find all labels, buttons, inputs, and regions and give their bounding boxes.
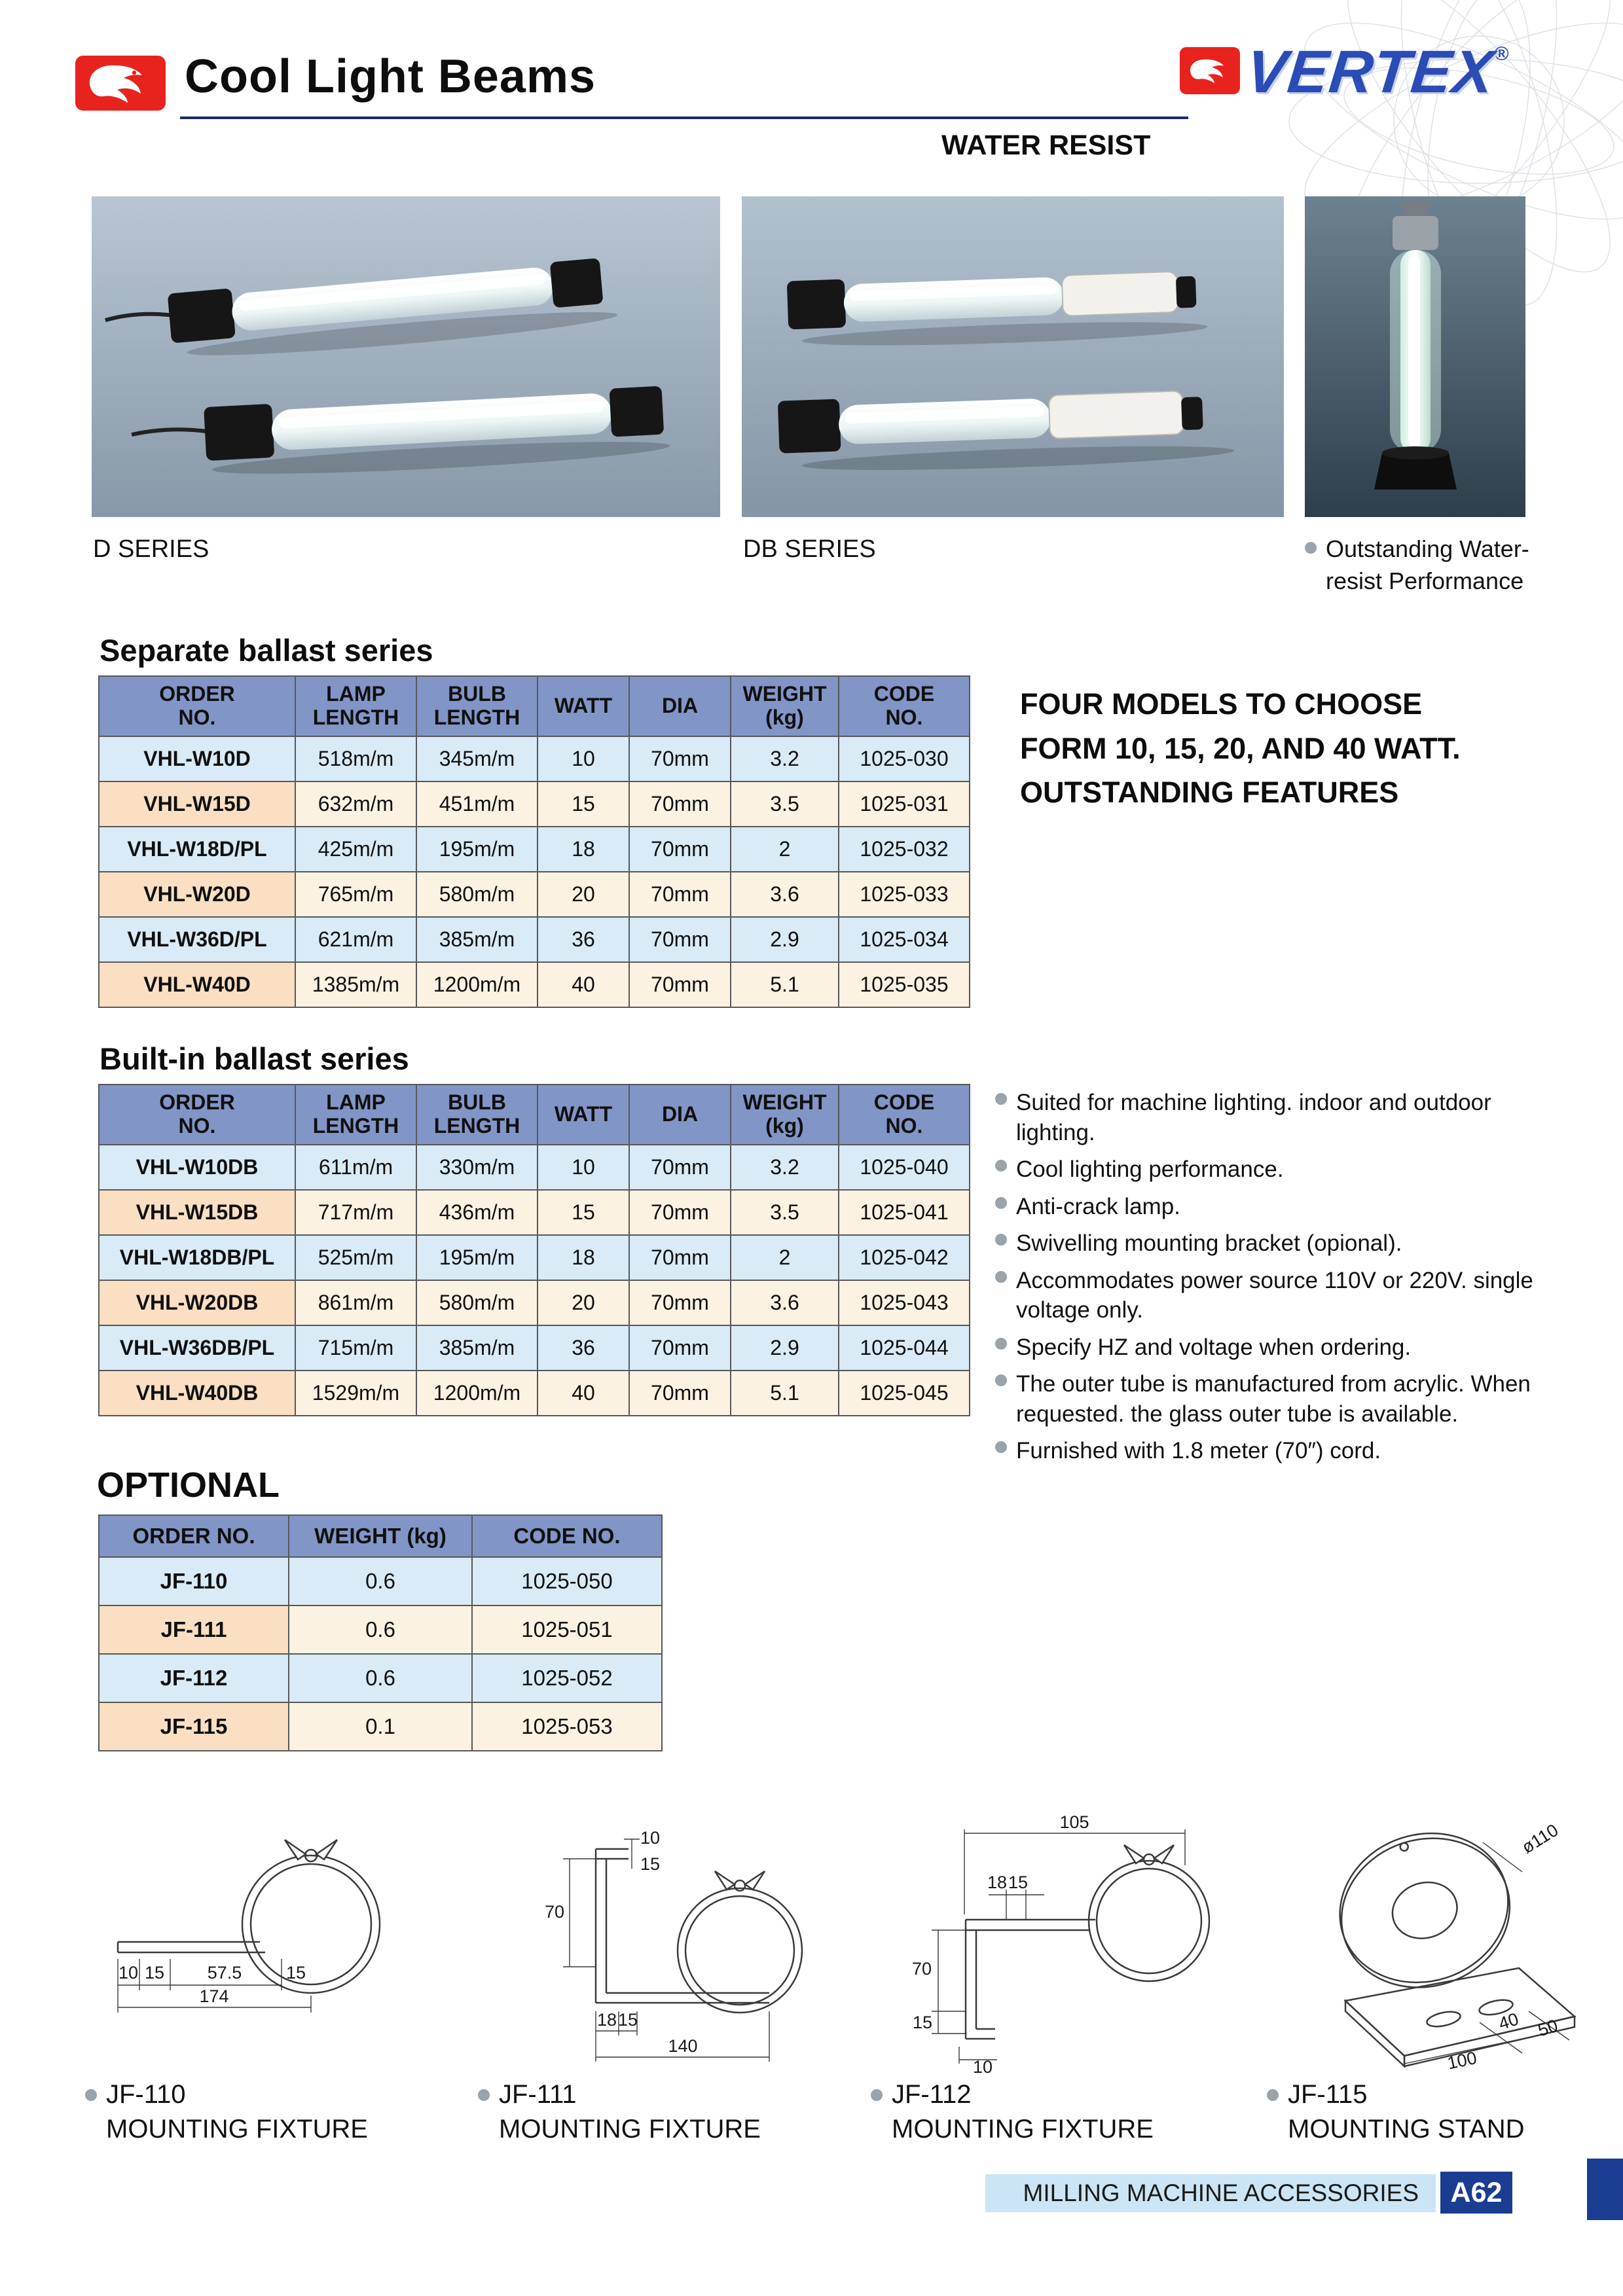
drawing-type: MOUNTING FIXTURE bbox=[106, 2115, 368, 2144]
drawing-jf-112 bbox=[854, 1803, 1234, 2075]
dimension-label: 105 bbox=[1059, 1812, 1089, 1832]
brand-logo bbox=[1180, 38, 1509, 107]
bullet-icon bbox=[995, 1160, 1007, 1172]
cell-weight: 2.9 bbox=[731, 1325, 839, 1371]
cell-order-no: VHL-W20D bbox=[99, 872, 295, 917]
col-bulb-length: BULB LENGTH bbox=[416, 676, 538, 736]
promo-line: FOUR MODELS TO CHOOSE bbox=[1020, 687, 1423, 721]
page-number-badge: A62 bbox=[1440, 2172, 1512, 2214]
cell-dia: 70mm bbox=[629, 1235, 731, 1280]
feature-item bbox=[995, 1229, 1539, 1259]
drawing-name: JF-115 bbox=[1288, 2080, 1368, 2109]
cell-lamp-length: 1385m/m bbox=[295, 962, 416, 1007]
cell-weight: 0.6 bbox=[289, 1557, 472, 1605]
table-body bbox=[99, 1145, 970, 1416]
col-order: ORDER NO. bbox=[99, 1515, 289, 1557]
cell-watt: 10 bbox=[538, 736, 629, 781]
cell-dia: 70mm bbox=[629, 1325, 731, 1371]
feature-text: Anti-crack lamp. bbox=[1016, 1193, 1180, 1219]
cell-bulb-length: 451m/m bbox=[416, 781, 538, 827]
col-code: CODE NO. bbox=[472, 1515, 662, 1557]
wing-nut-icon bbox=[1124, 1845, 1174, 1865]
cell-dia: 70mm bbox=[629, 781, 731, 827]
bullet-icon bbox=[995, 1271, 1007, 1283]
optional-heading: OPTIONAL bbox=[97, 1465, 280, 1505]
feature-item bbox=[995, 1369, 1539, 1429]
col-code: CODE NO. bbox=[839, 1085, 970, 1145]
optional-table bbox=[98, 1515, 663, 1751]
photo-vertical-lamp bbox=[1305, 196, 1525, 517]
dimension-label: 70 bbox=[544, 1902, 565, 1922]
cell-code-no: 1025-043 bbox=[839, 1280, 970, 1325]
cell-lamp-length: 715m/m bbox=[295, 1325, 416, 1371]
cell-order-no: VHL-W36D/PL bbox=[99, 917, 295, 962]
page-edge-tab bbox=[1587, 2159, 1623, 2220]
bullet-icon bbox=[1267, 2089, 1279, 2101]
cell-lamp-length: 611m/m bbox=[295, 1145, 416, 1190]
dimension-label: 15 bbox=[285, 1963, 306, 1982]
cell-lamp-length: 1529m/m bbox=[295, 1371, 416, 1416]
cell-order-no: VHL-W40D bbox=[99, 962, 295, 1007]
cell-order-no: JF-111 bbox=[99, 1605, 289, 1654]
cell-dia: 70mm bbox=[629, 1280, 731, 1325]
dimension-label: 18 bbox=[596, 2010, 617, 2030]
cell-lamp-length: 765m/m bbox=[295, 872, 416, 917]
dimension-label: 57.5 bbox=[207, 1963, 242, 1982]
cell-code-no: 1025-034 bbox=[839, 917, 970, 962]
feature-item bbox=[995, 1088, 1539, 1147]
col-code: CODE NO. bbox=[839, 676, 970, 736]
cell-order-no: VHL-W10D bbox=[99, 736, 295, 781]
col-dia: DIA bbox=[629, 676, 731, 736]
col-dia: DIA bbox=[629, 1085, 731, 1145]
feature-text: Furnished with 1.8 meter (70″) cord. bbox=[1016, 1438, 1381, 1463]
cell-weight: 2 bbox=[731, 827, 839, 872]
cell-watt: 10 bbox=[538, 1145, 629, 1190]
cell-weight: 0.1 bbox=[289, 1702, 472, 1751]
company-logo bbox=[75, 56, 166, 111]
water-resist-label: WATER RESIST bbox=[941, 130, 1151, 161]
cell-weight: 3.6 bbox=[731, 872, 839, 917]
dimension-label: 15 bbox=[1008, 1873, 1029, 1892]
table-row bbox=[99, 1371, 970, 1416]
table-row bbox=[99, 1654, 662, 1702]
cell-bulb-length: 330m/m bbox=[416, 1145, 538, 1190]
cell-watt: 20 bbox=[538, 1280, 629, 1325]
photo-d-series bbox=[92, 196, 720, 517]
promo-text bbox=[1020, 682, 1544, 815]
col-order: ORDER NO. bbox=[99, 1085, 295, 1145]
footer-text: MILLING MACHINE ACCESSORIES bbox=[1023, 2179, 1419, 2206]
cell-order-no: VHL-W20DB bbox=[99, 1280, 295, 1325]
brand-eagle-emblem bbox=[1180, 47, 1240, 94]
cell-watt: 36 bbox=[538, 917, 629, 962]
dimension-label: 40 bbox=[1496, 2009, 1522, 2034]
cell-weight: 3.5 bbox=[731, 781, 839, 827]
separate-series-heading: Separate ballast series bbox=[100, 633, 433, 668]
table-row bbox=[99, 1280, 970, 1325]
cell-bulb-length: 385m/m bbox=[416, 917, 538, 962]
cell-order-no: JF-115 bbox=[99, 1702, 289, 1751]
feature-item bbox=[995, 1192, 1539, 1222]
feature-item bbox=[995, 1266, 1539, 1325]
col-weight: WEIGHT (kg) bbox=[731, 676, 839, 736]
col-order: ORDER NO. bbox=[99, 676, 295, 736]
feature-text: Cool lighting performance. bbox=[1016, 1157, 1284, 1182]
caption-jf-111 bbox=[478, 2080, 761, 2144]
cell-dia: 70mm bbox=[629, 1371, 731, 1416]
table-body bbox=[99, 736, 970, 1007]
cell-weight: 0.6 bbox=[289, 1654, 472, 1702]
cell-order-no: VHL-W36DB/PL bbox=[99, 1325, 295, 1371]
cell-dia: 70mm bbox=[629, 962, 731, 1007]
cell-code-no: 1025-042 bbox=[839, 1235, 970, 1280]
cell-weight: 3.5 bbox=[731, 1190, 839, 1235]
promo-line: OUTSTANDING FEATURES bbox=[1020, 776, 1399, 809]
drawing-jf-115 bbox=[1247, 1803, 1623, 2075]
col-bulb-length: BULB LENGTH bbox=[416, 1085, 538, 1145]
cell-lamp-length: 518m/m bbox=[295, 736, 416, 781]
cell-lamp-length: 632m/m bbox=[295, 781, 416, 827]
dimension-label: 174 bbox=[199, 1986, 229, 2006]
table-row bbox=[99, 1325, 970, 1371]
cell-watt: 15 bbox=[538, 1190, 629, 1235]
col-watt: WATT bbox=[538, 676, 629, 736]
table-body bbox=[99, 1557, 662, 1751]
dimension-label: 10 bbox=[972, 2057, 993, 2075]
table-row bbox=[99, 917, 970, 962]
bullet-icon bbox=[995, 1374, 1007, 1386]
vertical-lamp-caption bbox=[1305, 533, 1531, 597]
cell-order-no: VHL-W15DB bbox=[99, 1190, 295, 1235]
cell-code-no: 1025-045 bbox=[839, 1371, 970, 1416]
feature-text: Specify HZ and voltage when ordering. bbox=[1016, 1334, 1412, 1360]
feature-item bbox=[995, 1155, 1539, 1185]
cell-dia: 70mm bbox=[629, 1145, 731, 1190]
dimension-label: 18 bbox=[987, 1873, 1008, 1892]
bullet-icon bbox=[85, 2089, 97, 2101]
cell-watt: 18 bbox=[538, 1235, 629, 1280]
cell-lamp-length: 717m/m bbox=[295, 1190, 416, 1235]
cell-dia: 70mm bbox=[629, 827, 731, 872]
cell-watt: 20 bbox=[538, 872, 629, 917]
cell-bulb-length: 580m/m bbox=[416, 1280, 538, 1325]
dimension-label: 140 bbox=[668, 2036, 698, 2056]
cell-bulb-length: 195m/m bbox=[416, 827, 538, 872]
table-header bbox=[99, 1515, 662, 1557]
bullet-icon bbox=[995, 1197, 1007, 1209]
table-row bbox=[99, 1235, 970, 1280]
col-watt: WATT bbox=[538, 1085, 629, 1145]
bullet-icon bbox=[995, 1093, 1007, 1105]
table-row bbox=[99, 962, 970, 1007]
cell-bulb-length: 195m/m bbox=[416, 1235, 538, 1280]
cell-code-no: 1025-044 bbox=[839, 1325, 970, 1371]
feature-item bbox=[995, 1333, 1539, 1363]
cell-bulb-length: 1200m/m bbox=[416, 1371, 538, 1416]
cell-weight: 2.9 bbox=[731, 917, 839, 962]
vertical-caption-text: Outstanding Water-resist Performance bbox=[1326, 535, 1529, 594]
bullet-icon bbox=[995, 1338, 1007, 1350]
col-weight: WEIGHT (kg) bbox=[289, 1515, 472, 1557]
cell-code-no: 1025-052 bbox=[472, 1654, 662, 1702]
separate-ballast-table bbox=[98, 675, 970, 1008]
feature-list bbox=[995, 1088, 1539, 1473]
col-lamp-length: LAMP LENGTH bbox=[295, 676, 416, 736]
caption-jf-110 bbox=[85, 2080, 368, 2144]
feature-text: Swivelling mounting bracket (opional). bbox=[1016, 1230, 1402, 1256]
page-title: Cool Light Beams bbox=[185, 50, 596, 103]
cell-lamp-length: 525m/m bbox=[295, 1235, 416, 1280]
cell-code-no: 1025-031 bbox=[839, 781, 970, 827]
col-lamp-length: LAMP LENGTH bbox=[295, 1085, 416, 1145]
bullet-icon bbox=[871, 2089, 883, 2101]
col-weight: WEIGHT (kg) bbox=[731, 1085, 839, 1145]
drawing-name: JF-111 bbox=[499, 2080, 577, 2109]
cell-bulb-length: 1200m/m bbox=[416, 962, 538, 1007]
cell-weight: 2 bbox=[731, 1235, 839, 1280]
cell-watt: 18 bbox=[538, 827, 629, 872]
feature-text: Suited for machine lighting. indoor and outdoor lighting. bbox=[1016, 1090, 1491, 1145]
drawing-jf-111 bbox=[462, 1803, 841, 2075]
cell-code-no: 1025-032 bbox=[839, 827, 970, 872]
cell-lamp-length: 425m/m bbox=[295, 827, 416, 872]
table-row bbox=[99, 872, 970, 917]
caption-jf-115 bbox=[1267, 2080, 1524, 2144]
dimension-label: ø110 bbox=[1518, 1820, 1562, 1857]
dimension-label: 70 bbox=[911, 1959, 932, 1979]
cell-weight: 0.6 bbox=[289, 1605, 472, 1654]
d-series-label: D SERIES bbox=[93, 535, 210, 563]
cell-dia: 70mm bbox=[629, 917, 731, 962]
drawing-type: MOUNTING FIXTURE bbox=[499, 2115, 761, 2144]
cell-lamp-length: 621m/m bbox=[295, 917, 416, 962]
cell-code-no: 1025-030 bbox=[839, 736, 970, 781]
cell-order-no: VHL-W15D bbox=[99, 781, 295, 827]
cell-weight: 3.2 bbox=[731, 1145, 839, 1190]
table-row bbox=[99, 1190, 970, 1235]
dimension-label: 15 bbox=[144, 1963, 165, 1982]
cell-bulb-length: 385m/m bbox=[416, 1325, 538, 1371]
cell-order-no: VHL-W18DB/PL bbox=[99, 1235, 295, 1280]
cell-order-no: JF-112 bbox=[99, 1654, 289, 1702]
bullet-icon bbox=[478, 2089, 490, 2101]
table-row bbox=[99, 1145, 970, 1190]
drawing-jf-110 bbox=[69, 1803, 448, 2075]
cell-weight: 3.6 bbox=[731, 1280, 839, 1325]
cell-code-no: 1025-041 bbox=[839, 1190, 970, 1235]
cell-watt: 36 bbox=[538, 1325, 629, 1371]
cell-weight: 3.2 bbox=[731, 736, 839, 781]
promo-line: FORM 10, 15, 20, AND 40 WATT. bbox=[1020, 731, 1461, 765]
table-row bbox=[99, 827, 970, 872]
drawing-type: MOUNTING FIXTURE bbox=[892, 2115, 1154, 2144]
bullet-icon bbox=[995, 1441, 1007, 1453]
cell-watt: 40 bbox=[538, 1371, 629, 1416]
cell-code-no: 1025-051 bbox=[472, 1605, 662, 1654]
drawing-name: JF-112 bbox=[892, 2080, 972, 2109]
cell-bulb-length: 345m/m bbox=[416, 736, 538, 781]
feature-text: The outer tube is manufactured from acrylic. When requested. the glass outer tube is available. bbox=[1016, 1371, 1531, 1427]
cell-order-no: VHL-W18D/PL bbox=[99, 827, 295, 872]
table-row bbox=[99, 781, 970, 827]
cell-code-no: 1025-033 bbox=[839, 872, 970, 917]
builtin-ballast-table bbox=[98, 1084, 970, 1416]
cell-bulb-length: 436m/m bbox=[416, 1190, 538, 1235]
dimension-label: 50 bbox=[1535, 2015, 1561, 2041]
table-row bbox=[99, 1557, 662, 1605]
caption-jf-112 bbox=[871, 2080, 1154, 2144]
cell-bulb-length: 580m/m bbox=[416, 872, 538, 917]
cell-code-no: 1025-050 bbox=[472, 1557, 662, 1605]
cell-weight: 5.1 bbox=[731, 1371, 839, 1416]
cell-watt: 40 bbox=[538, 962, 629, 1007]
photo-db-series bbox=[742, 196, 1284, 517]
cell-order-no: JF-110 bbox=[99, 1557, 289, 1605]
dimension-label: 10 bbox=[118, 1963, 139, 1982]
cell-order-no: VHL-W40DB bbox=[99, 1371, 295, 1416]
feature-text: Accommodates power source 110V or 220V. single voltage only. bbox=[1016, 1267, 1533, 1323]
cell-code-no: 1025-035 bbox=[839, 962, 970, 1007]
dimension-label: 100 bbox=[1445, 2047, 1479, 2073]
table-row bbox=[99, 1702, 662, 1751]
drawing-name: JF-110 bbox=[106, 2080, 186, 2109]
db-series-label: DB SERIES bbox=[743, 535, 876, 563]
dimension-label: 15 bbox=[617, 2010, 638, 2030]
feature-item bbox=[995, 1436, 1539, 1466]
table-row bbox=[99, 1605, 662, 1654]
title-underline bbox=[180, 117, 1188, 119]
table-header bbox=[99, 1085, 970, 1145]
drawing-type: MOUNTING STAND bbox=[1288, 2115, 1525, 2144]
dimension-label: 15 bbox=[912, 2013, 933, 2032]
table-header bbox=[99, 676, 970, 736]
cell-code-no: 1025-040 bbox=[839, 1145, 970, 1190]
cell-dia: 70mm bbox=[629, 736, 731, 781]
footer-category-bar bbox=[985, 2174, 1436, 2212]
cell-dia: 70mm bbox=[629, 872, 731, 917]
dimension-label: 15 bbox=[640, 1854, 661, 1874]
cell-watt: 15 bbox=[538, 781, 629, 827]
cell-weight: 5.1 bbox=[731, 962, 839, 1007]
bullet-icon bbox=[995, 1234, 1007, 1246]
cell-dia: 70mm bbox=[629, 1190, 731, 1235]
eagle-icon bbox=[84, 62, 156, 104]
cell-code-no: 1025-053 bbox=[472, 1702, 662, 1751]
builtin-series-heading: Built-in ballast series bbox=[100, 1041, 409, 1076]
table-row bbox=[99, 736, 970, 781]
bullet-icon bbox=[1305, 542, 1317, 554]
brand-name: VERTEX bbox=[1243, 39, 1498, 105]
eagle-icon bbox=[1187, 56, 1233, 86]
cell-order-no: VHL-W10DB bbox=[99, 1145, 295, 1190]
dimension-label: 10 bbox=[640, 1828, 661, 1848]
cell-lamp-length: 861m/m bbox=[295, 1280, 416, 1325]
registered-mark: ® bbox=[1494, 43, 1509, 65]
